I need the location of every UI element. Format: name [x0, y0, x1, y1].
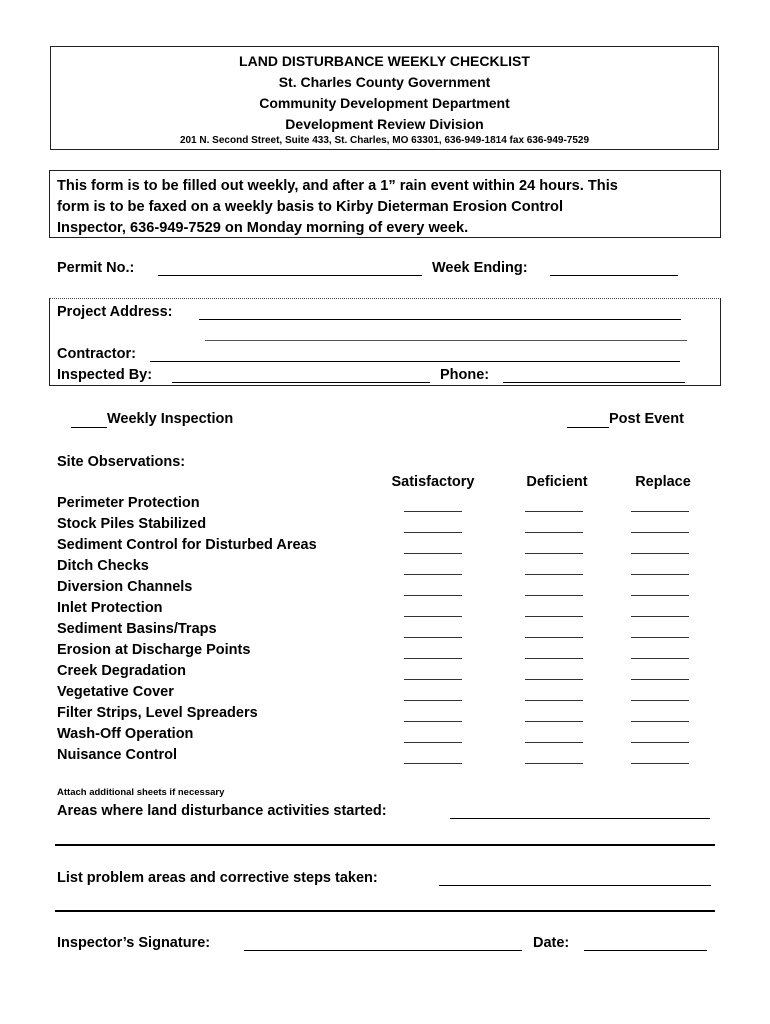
observation-item: Perimeter Protection	[57, 495, 200, 511]
deficient-blank[interactable]	[525, 574, 583, 575]
areas-started-input-line-2[interactable]	[55, 844, 715, 846]
observation-item: Filter Strips, Level Spreaders	[57, 705, 258, 721]
observation-item: Ditch Checks	[57, 558, 149, 574]
contractor-label: Contractor:	[57, 346, 136, 362]
observation-item: Inlet Protection	[57, 600, 163, 616]
agency-address: 201 N. Second Street, Suite 433, St. Charles, MO 63301, 636-949-1814 fax 636-949-7529	[179, 135, 590, 146]
project-address-input-line-2[interactable]	[205, 340, 687, 341]
replace-blank[interactable]	[631, 658, 689, 659]
deficient-blank[interactable]	[525, 742, 583, 743]
date-input[interactable]	[584, 950, 707, 951]
replace-blank[interactable]	[631, 742, 689, 743]
problem-areas-input[interactable]	[439, 885, 711, 886]
replace-blank[interactable]	[631, 595, 689, 596]
column-deficient: Deficient	[526, 474, 588, 490]
date-label: Date:	[533, 935, 570, 951]
replace-blank[interactable]	[631, 553, 689, 554]
observation-item: Diversion Channels	[57, 579, 193, 595]
replace-blank[interactable]	[631, 679, 689, 680]
post-event-label: Post Event	[609, 411, 684, 427]
project-address-input[interactable]	[199, 319, 681, 320]
deficient-blank[interactable]	[525, 637, 583, 638]
observation-item: Sediment Control for Disturbed Areas	[57, 537, 317, 553]
observation-item: Sediment Basins/Traps	[57, 621, 217, 637]
problem-areas-input-line-2[interactable]	[55, 910, 715, 912]
observation-item: Creek Degradation	[57, 663, 186, 679]
satisfactory-blank[interactable]	[404, 721, 462, 722]
observation-item: Vegetative Cover	[57, 684, 174, 700]
week-ending-input[interactable]	[550, 275, 678, 276]
replace-blank[interactable]	[631, 637, 689, 638]
phone-label: Phone:	[440, 367, 490, 383]
observation-item: Stock Piles Stabilized	[57, 516, 207, 532]
satisfactory-blank[interactable]	[404, 595, 462, 596]
deficient-blank[interactable]	[525, 700, 583, 701]
deficient-blank[interactable]	[525, 679, 583, 680]
satisfactory-blank[interactable]	[404, 637, 462, 638]
permit-label: Permit No.:	[57, 260, 135, 276]
site-observations-heading: Site Observations:	[57, 454, 186, 470]
replace-blank[interactable]	[631, 532, 689, 533]
replace-blank[interactable]	[631, 511, 689, 512]
week-ending-label: Week Ending:	[432, 260, 528, 276]
attach-note: Attach additional sheets if necessary	[57, 787, 225, 798]
weekly-inspection-checkbox[interactable]	[71, 427, 107, 428]
instructions-line-2: form is to be faxed on a weekly basis to Kirby Dieterman Erosion Control	[57, 199, 564, 215]
areas-started-label: Areas where land disturbance activities started:	[57, 803, 387, 819]
signature-input[interactable]	[244, 950, 522, 951]
satisfactory-blank[interactable]	[404, 658, 462, 659]
instructions-line-3: Inspector, 636-949-7529 on Monday morning of every week.	[57, 220, 469, 236]
instructions-line-1: This form is to be filled out weekly, and after a 1” rain event within 24 hours. This	[57, 178, 618, 194]
contractor-input[interactable]	[150, 361, 680, 362]
deficient-blank[interactable]	[525, 595, 583, 596]
instructions-box	[49, 170, 721, 238]
phone-input[interactable]	[503, 382, 685, 383]
satisfactory-blank[interactable]	[404, 616, 462, 617]
areas-started-input[interactable]	[450, 818, 710, 819]
signature-label: Inspector’s Signature:	[57, 935, 211, 951]
problem-areas-label: List problem areas and corrective steps taken:	[57, 870, 378, 886]
inspected-by-input[interactable]	[172, 382, 430, 383]
satisfactory-blank[interactable]	[404, 679, 462, 680]
header-box	[50, 46, 719, 150]
satisfactory-blank[interactable]	[404, 574, 462, 575]
replace-blank[interactable]	[631, 616, 689, 617]
replace-blank[interactable]	[631, 721, 689, 722]
weekly-inspection-label: Weekly Inspection	[107, 411, 234, 427]
inspected-by-label: Inspected By:	[57, 367, 153, 383]
column-replace: Replace	[635, 474, 691, 490]
satisfactory-blank[interactable]	[404, 511, 462, 512]
replace-blank[interactable]	[631, 574, 689, 575]
satisfactory-blank[interactable]	[404, 532, 462, 533]
observation-item: Wash-Off Operation	[57, 726, 194, 742]
replace-blank[interactable]	[631, 700, 689, 701]
replace-blank[interactable]	[631, 763, 689, 764]
satisfactory-blank[interactable]	[404, 553, 462, 554]
observation-item: Erosion at Discharge Points	[57, 642, 251, 658]
deficient-blank[interactable]	[525, 616, 583, 617]
deficient-blank[interactable]	[525, 721, 583, 722]
deficient-blank[interactable]	[525, 553, 583, 554]
project-address-label: Project Address:	[57, 304, 173, 320]
permit-input[interactable]	[158, 275, 422, 276]
deficient-blank[interactable]	[525, 658, 583, 659]
post-event-checkbox[interactable]	[567, 427, 609, 428]
form-title: LAND DISTURBANCE WEEKLY CHECKLIST	[239, 53, 530, 69]
agency-name: St. Charles County Government	[278, 74, 491, 90]
column-satisfactory: Satisfactory	[391, 474, 475, 490]
observation-item: Nuisance Control	[57, 747, 178, 763]
deficient-blank[interactable]	[525, 511, 583, 512]
division-name: Development Review Division	[285, 116, 484, 132]
deficient-blank[interactable]	[525, 763, 583, 764]
department-name: Community Development Department	[259, 95, 510, 111]
satisfactory-blank[interactable]	[404, 763, 462, 764]
deficient-blank[interactable]	[525, 532, 583, 533]
satisfactory-blank[interactable]	[404, 742, 462, 743]
satisfactory-blank[interactable]	[404, 700, 462, 701]
